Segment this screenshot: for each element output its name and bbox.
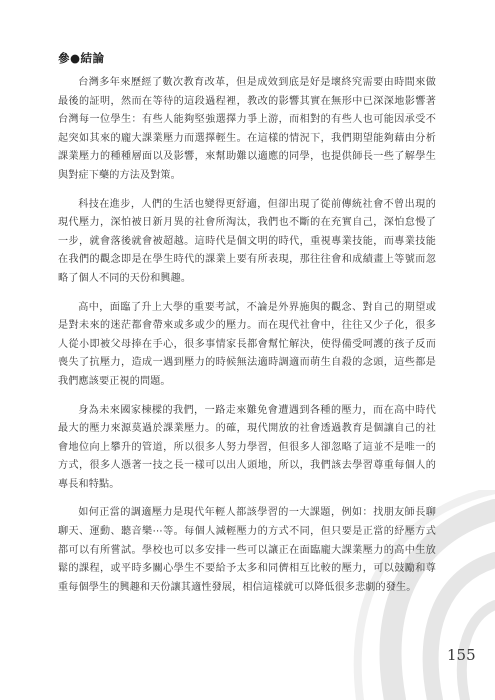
page-number: 155	[447, 646, 476, 664]
paragraph: 科技在進步，人們的生活也變得更舒適，但卻出現了從前傳統社會不曾出現的現代壓力，深怕被日新月異的社會所淘汰，我們也不斷的在充實自己，深怕怠慢了一步，就會落後就會被超越。這時代是個文明的時代，重視專業技能，而專業技能在我們的觀念即是在學生時代的課業上要有所表現，那往往會和成績畫上等號而忽略了個人不同的天份和興趣。	[58, 198, 436, 284]
section-heading: 參●結論	[58, 51, 105, 65]
paragraph: 台灣多年來歷經了數次教育改革，但是成效到底是好是壞終究需要由時間來做最後的証明，然而在等待的這段過程裡，教改的影響其實在無形中已深深地影響著台灣每一位學生：有些人能夠堅強選擇力爭上游，而相對的有些人也可能因承受不起突如其來的龐大課業壓力而選擇輕生。在這樣的情況下，我們期望能夠藉由分析課業壓力的種種層面以及影響，來幫助難以適應的同學，也提供師長一些了解學生與對症下藥的方法及對策。	[58, 77, 436, 181]
paragraph: 如何正當的調適壓力是現代年輕人都該學習的一大課題，例如：找朋友師長聊聊天、運動、聽音樂⋯等。每個人減輕壓力的方式不同，但只要是正當的紓壓方式都可以有所嘗試。學校也可以多安排一些可以讓正在面臨龐大課業壓力的高中生放鬆的課程，或平時多關心學生不要給予太多和同儕相互比較的壓力，可以鼓勵和尊重每個學生的興趣和天份讓其適性發展，相信這樣就可以降低很多悲劇的發生。	[58, 507, 436, 593]
paragraph: 高中，面臨了升上大學的重要考試，不論是外界施與的觀念、對自己的期望或是對未來的迷茫都會帶來或多或少的壓力。而在現代社會中，往往又少子化，很多人從小即被父母捧在手心，很多事情家長都會幫忙解決，使得備受呵護的孩子反而喪失了抗壓力，造成一遇到壓力的時候無法適時調適而萌生自殺的念頭，這些都是我們應該要正視的問題。	[58, 301, 436, 387]
body-text	[58, 74, 436, 607]
paragraph: 身為未來國家棟樑的我們，一路走來難免會遭遇到各種的壓力，而在高中時代最大的壓力來源莫過於課業壓力。的確，現代開放的社會透過教育是個讓自己的社會地位向上攀升的管道，所以很多人努力學習，但很多人卻忽略了這並不是唯一的方式，很多人憑著一技之長一樣可以出人頭地，所以，我們該去學習尊重每個人的專長和特點。	[58, 404, 436, 490]
